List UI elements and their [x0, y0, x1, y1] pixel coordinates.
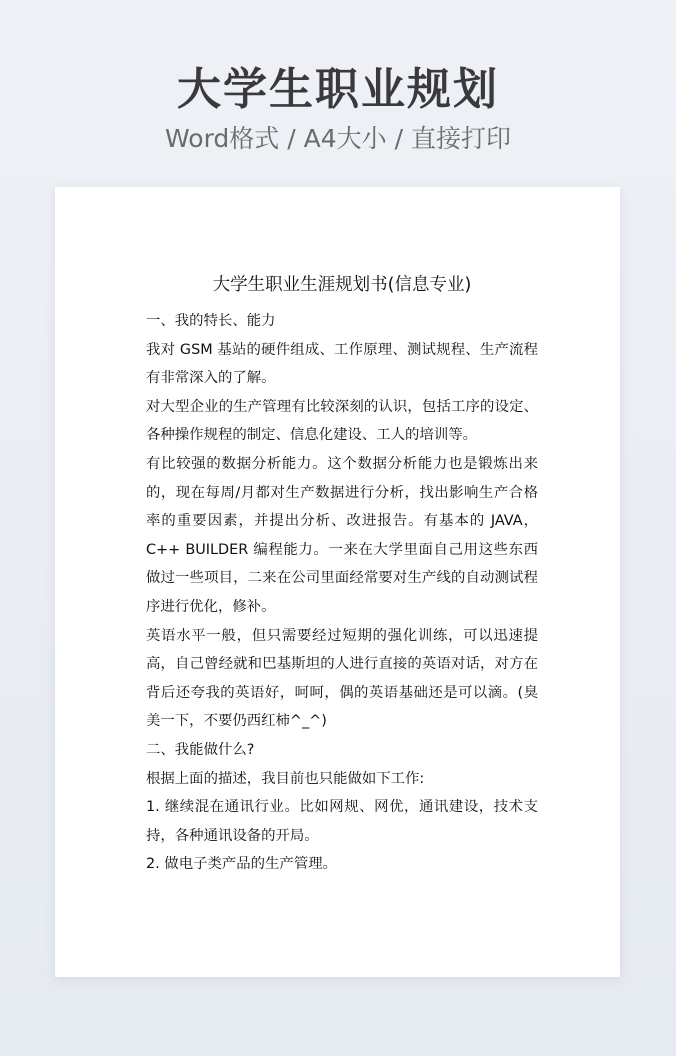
document-body [146, 271, 538, 879]
document-title: 大学生职业生涯规划书(信息专业) [212, 275, 472, 295]
section-heading: 一、我的特长、能力 [146, 313, 276, 329]
paragraph: 我对 GSM 基站的硬件组成、工作原理、测试规程、生产流程有非常深入的了解。 [146, 341, 538, 387]
page-subtitle: Word格式 / A4大小 / 直接打印 [165, 124, 511, 153]
header [0, 62, 676, 156]
list-item: 1. 继续混在通讯行业。比如网规、网优，通讯建设，技术支持，各种通讯设备的开局。 [146, 799, 538, 844]
paragraph: 对大型企业的生产管理有比较深刻的认识，包括工序的设定、各种操作规程的制定、信息化建设、工人的培训等。 [146, 398, 538, 444]
page-title: 大学生职业规划 [177, 64, 499, 115]
section-heading: 二、我能做什么? [146, 741, 255, 758]
paragraph: 有比较强的数据分析能力。这个数据分析能力也是锻炼出来的，现在每周/月都对生产数据进行分析，找出影响生产合格率的重要因素，并提出分析、改进报告。有基本的 JAVA，C++ BUILDER 编程能力。一来在大学里面自己用这些东西做过一些项目，二来在公司里面经常要对生产线的自动测试程序进行优化，修补。 [146, 455, 538, 615]
list-item: 2. 做电子类产品的生产管理。 [146, 856, 337, 873]
paragraph: 英语水平一般，但只需要经过短期的强化训练，可以迅速提高，自己曾经就和巴基斯坦的人进行直接的英语对话，对方在背后还夸我的英语好，呵呵，偶的英语基础还是可以滴。(臭美一下，不要仍西红柿^_^) [146, 627, 538, 730]
document-page [55, 187, 620, 977]
paragraph: 根据上面的描述，我目前也只能做如下工作: [146, 770, 425, 787]
